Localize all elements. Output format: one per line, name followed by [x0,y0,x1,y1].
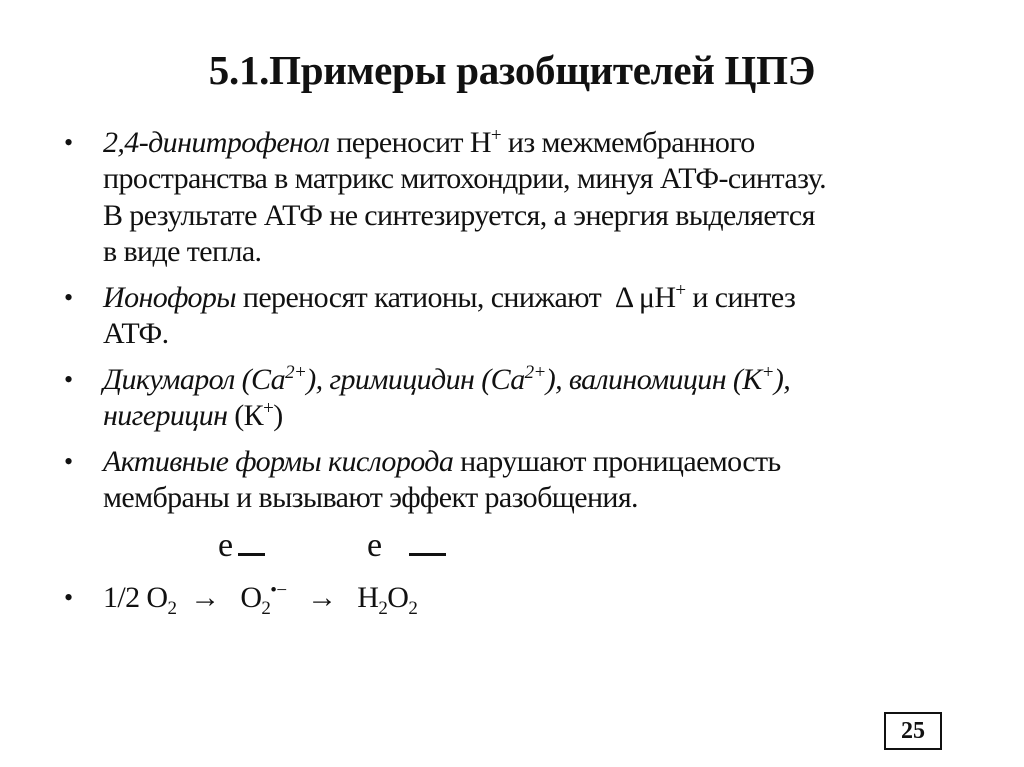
bullet-text-line [103,234,261,270]
bullet-text-line [103,316,169,352]
emphasized-term: + [761,362,774,383]
emphasized-term: ), гримицидин (Са [306,363,525,396]
emphasized-term: нигерицин [103,399,228,432]
text-run: в виде тепла. [103,235,262,268]
text-run: и синтез [685,281,796,314]
emphasized-term: 2+ [285,362,307,383]
text-run: 2 [408,598,418,619]
text-run: + [675,280,686,301]
text-run: 2 [378,598,388,619]
text-run: 2 [261,598,271,619]
text-run: В результате АТФ не синтезируется, а энергия выделяется [103,199,815,232]
emphasized-term: ), [773,363,791,396]
page-number: 25 [884,712,942,750]
bullet-text-line [103,444,781,480]
electron-label-2: e [367,527,383,564]
emphasized-term: Ионофоры [103,281,236,314]
text-run: + [490,125,502,146]
slide-title: 5.1.Примеры разобщителей ЦПЭ [208,47,816,93]
text-run: + [263,398,274,419]
bullet-text-line [103,362,790,398]
bullet-text-line [103,280,795,316]
text-run: → О [176,581,262,614]
text-run: нарушают проницаемость [453,445,781,478]
text-run: АТФ. [103,317,169,350]
bullet-text-line [103,125,755,161]
bullet-text-line [103,161,826,197]
bullet-marker: • [64,365,74,394]
text-run: 2 [167,598,177,619]
bullet-marker: • [64,583,74,612]
bullet-text-line [103,198,815,234]
text-run: переносят катионы, снижают Δ μН [235,281,676,314]
electron-charge-1 [238,553,265,556]
bullet-text-line [103,398,283,434]
electron-label-1: e [218,527,234,564]
emphasized-term: 2,4-динитрофенол [103,126,330,159]
text-run: из межмембранного [501,126,755,159]
text-run: (К [227,399,264,432]
bullet-marker: • [64,128,74,157]
text-run: О [387,581,409,614]
bullet-text-line [103,580,418,619]
text-run: 1/2 О [103,581,168,614]
text-run: ) [273,399,283,432]
text-run: → Н [286,581,379,614]
emphasized-term: ), валиномицин (К [545,363,762,396]
text-run: пространства в матрикс митохондрии, минуя АТФ-синтазу. [103,162,826,195]
electron-charge-2 [409,553,446,556]
emphasized-term: Дикумарол (Са [103,363,286,396]
text-run: переносит Н [329,126,491,159]
text-run: мембраны и вызывают эффект разобщения. [103,481,638,514]
bullet-marker: • [64,283,74,312]
emphasized-term: 2+ [524,362,546,383]
bullet-text-line [103,480,638,516]
emphasized-term: Активные формы кислорода [103,445,454,478]
bullet-marker: • [64,447,74,476]
text-run: •− [270,580,287,601]
